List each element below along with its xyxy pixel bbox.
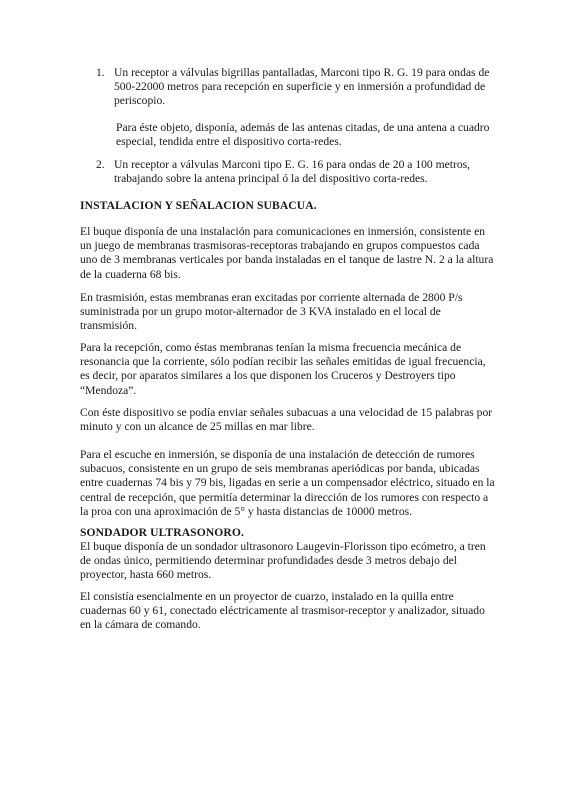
list-number: 1. (96, 66, 105, 79)
paragraph (80, 448, 496, 519)
list-item (97, 66, 497, 109)
paragraph (80, 341, 496, 398)
list-item-note (116, 121, 496, 149)
paragraph-text: El consistía esencialmente en un proyector de cuarzo, instalado en la quilla entre cuadernas 60 y 61, conectado eléctricamente al trasmisor-receptor y analizador, situado en la cámara de comando. (80, 590, 485, 632)
paragraph (80, 291, 496, 334)
paragraph-text: En trasmisión, estas membranas eran excitadas por corriente alternada de 2800 P/s suministrada por un grupo motor-alternador de 3 KVA instalado en el local de transmisión. (80, 291, 463, 333)
paragraph-text: El buque disponía de un sondador ultrasonoro Laugevin-Florisson tipo ecómetro, a tren de ondas único, permitiendo determinar profundidades desde 3 metros debajo del proyector, hasta 660 metros. (80, 540, 486, 582)
paragraph (80, 590, 496, 633)
paragraph-text: Con éste dispositivo se podía enviar señales subacuas a una velocidad de 15 palabras por minuto y con un alcance de 25 millas en mar libre. (80, 406, 493, 434)
list-item-text: Un receptor a válvulas bigrillas pantalladas, Marconi tipo R. G. 19 para ondas de 500-22000 metros para recepción en superficie y en inmersión a profundidad de periscopio. (114, 66, 490, 108)
paragraph-text: Para la recepción, como éstas membranas tenían la misma frecuencia mecánica de resonancia que la corriente, sólo podían recibir las señales emitidas de igual frecuencia, es decir, por aparatos similares a los que disponen los Cruceros y Destroyers tipo “Mendoza”. (80, 341, 486, 397)
section-heading: INSTALACION Y SEÑALACION SUBACUA. (80, 199, 317, 212)
note-text: Para éste objeto, disponía, además de las antenas citadas, de una antena a cuadro especial, tendida entre el dispositivo corta-redes. (116, 121, 490, 149)
list-item-text: Un receptor a válvulas Marconi tipo E. G. 16 para ondas de 20 a 100 metros, trabajando sobre la antena principal ó la del dispositivo corta-redes. (114, 158, 471, 186)
list-item (97, 158, 497, 186)
paragraph (80, 540, 496, 583)
paragraph (80, 225, 496, 282)
paragraph-text: Para el escuche en inmersión, se disponía de una instalación de detección de rumores subacuos, consistente en un grupo de seis membranas aperiódicas por banda, ubicadas entre cuadernas 74 bis y 79 bis, ligadas en serie a un compensador eléctrico, situado en la central de recepción, que permitía determinar la dirección de los rumores con respecto a la proa con una aproximación de 5° y hasta distancias de 10000 metros. (80, 448, 495, 518)
section-heading: SONDADOR ULTRASONORO. (80, 526, 245, 539)
paragraph-text: El buque disponía de una instalación para comunicaciones en inmersión, consistente en un juego de membranas trasmisoras-receptoras trabajando en grupos compuestos cada uno de 3 membranas verticales por banda instaladas en el tanque de lastre N. 2 a la altura de la cuaderna 68 bis. (80, 225, 494, 281)
paragraph (80, 406, 496, 434)
list-number: 2. (96, 158, 105, 171)
